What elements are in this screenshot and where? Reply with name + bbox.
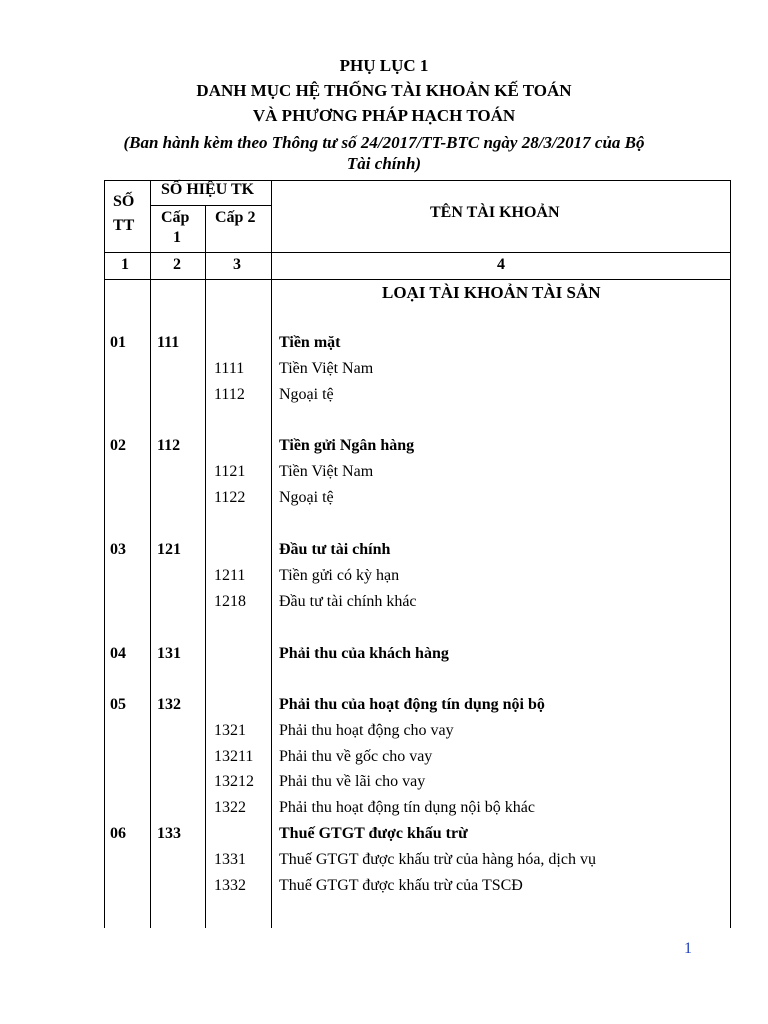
col-number-4: 4 [497,256,505,273]
document-title-line2: VÀ PHƯƠNG PHÁP HẠCH TOÁN [252,106,516,125]
table-col-divider-3 [271,180,272,928]
row-account-name: Thuế GTGT được khấu trừ của hàng hóa, dịch vụ [279,851,596,868]
row-cap2: 1112 [214,386,245,403]
row-cap1: 132 [157,696,181,713]
table-number-divider [104,279,730,280]
row-account-name: Phải thu của hoạt động tín dụng nội bộ [279,696,545,713]
row-tt: 06 [110,825,126,842]
row-cap2: 1111 [214,360,245,377]
section-title: LOẠI TÀI KHOẢN TÀI SẢN [382,283,601,302]
table-sohieu-divider [150,205,271,206]
header-cap2: Cấp 2 [215,209,256,226]
row-cap2: 13212 [214,773,254,790]
table-col-divider-2 [205,205,206,928]
row-account-name: Thuế GTGT được khấu trừ [279,825,468,842]
row-cap1: 121 [157,541,181,558]
row-account-name: Tiền gửi có kỳ hạn [279,567,400,584]
row-account-name: Thuế GTGT được khấu trừ của TSCĐ [279,877,523,894]
row-tt: 01 [110,334,126,351]
table-border-left [104,180,105,928]
row-cap1: 131 [157,645,181,662]
row-account-name: Ngoại tệ [279,386,334,403]
document-subtitle-line2: Tài chính) [346,154,422,173]
header-so: SỐ [113,193,135,210]
row-account-name: Tiền mặt [279,334,341,351]
header-tt: TT [113,217,135,234]
row-account-name: Ngoại tệ [279,489,334,506]
page-number: 1 [684,940,692,957]
row-account-name: Phải thu về gốc cho vay [279,748,433,765]
document-subtitle-line1: (Ban hành kèm theo Thông tư số 24/2017/TT-BTC ngày 28/3/2017 của Bộ [123,133,645,152]
header-sohieu: SỐ HIỆU TK [161,181,255,198]
document-title-line1: DANH MỤC HỆ THỐNG TÀI KHOẢN KẾ TOÁN [196,81,572,100]
table-border-right [730,180,731,928]
row-account-name: Phải thu hoạt động cho vay [279,722,454,739]
row-account-name: Tiền Việt Nam [279,360,374,377]
col-number-3: 3 [233,256,241,273]
col-number-2: 2 [173,256,181,273]
row-cap2: 1218 [214,593,246,610]
row-cap2: 1122 [214,489,246,506]
col-number-1: 1 [121,256,129,273]
row-account-name: Đầu tư tài chính khác [279,593,417,610]
row-account-name: Phải thu của khách hàng [279,645,449,662]
row-account-name: Phải thu về lãi cho vay [279,773,426,790]
row-cap2: 13211 [214,748,254,765]
row-account-name: Tiền gửi Ngân hàng [279,437,415,454]
row-tt: 03 [110,541,126,558]
row-cap2: 1211 [214,567,246,584]
row-account-name: Tiền Việt Nam [279,463,374,480]
table-header-divider [104,252,730,253]
header-cap1-num: 1 [173,229,181,246]
row-tt: 04 [110,645,126,662]
row-cap1: 112 [157,437,181,454]
row-cap1: 133 [157,825,181,842]
row-tt: 05 [110,696,126,713]
header-cap1: Cấp [161,209,190,226]
row-account-name: Phải thu hoạt động tín dụng nội bộ khác [279,799,535,816]
appendix-title: PHỤ LỤC 1 [339,56,429,75]
row-cap1: 111 [157,334,180,351]
row-account-name: Đầu tư tài chính [279,541,391,558]
row-cap2: 1322 [214,799,246,816]
row-tt: 02 [110,437,126,454]
row-cap2: 1331 [214,851,246,868]
row-cap2: 1121 [214,463,246,480]
row-cap2: 1321 [214,722,246,739]
header-account-name: TÊN TÀI KHOẢN [430,204,560,221]
table-col-divider-1 [150,180,151,928]
row-cap2: 1332 [214,877,246,894]
